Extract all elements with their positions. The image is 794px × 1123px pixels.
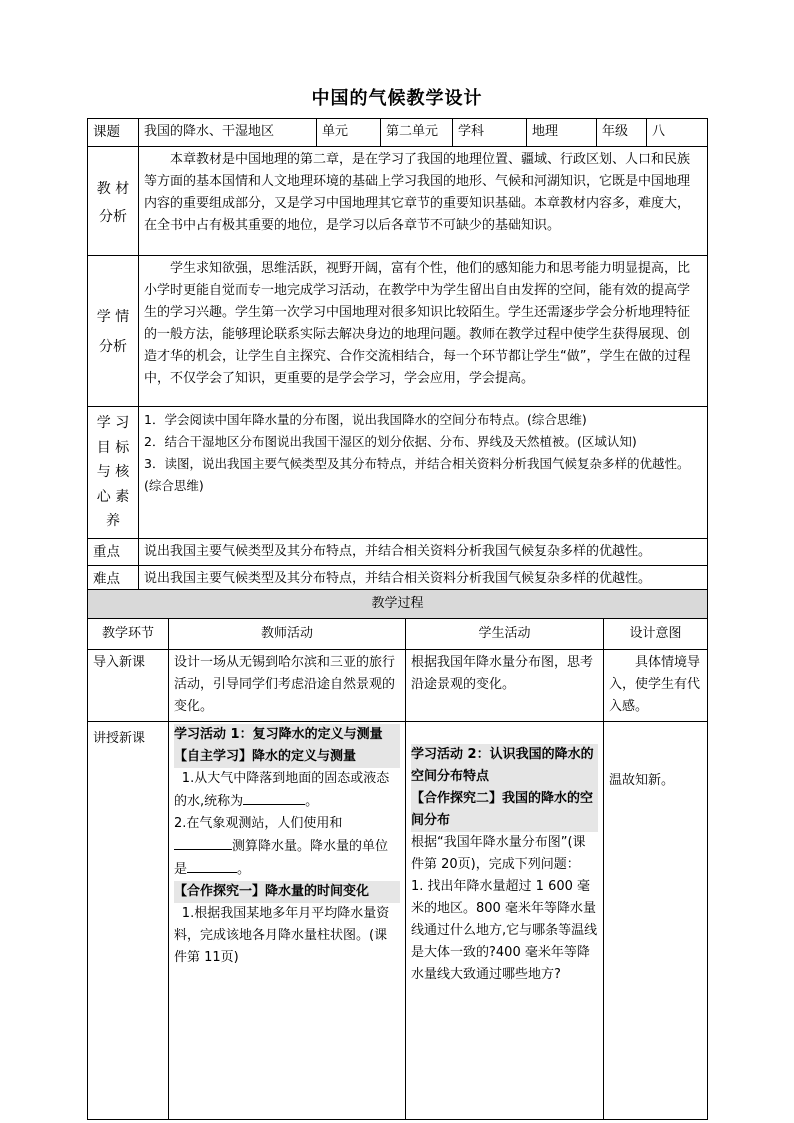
objectives-label: 学 习 目 标 与 核 心 素 养 xyxy=(88,407,139,539)
difficult-point-text: 说出我国主要气候类型及其分布特点，并结合相关资料分析我国气候复杂多样的优越性。 xyxy=(139,565,708,592)
key-point-row xyxy=(88,538,708,565)
teacher-activity-title: 学习活动 1：复习降水的定义与测量 【自主学习】降水的定义与测量 xyxy=(174,724,400,768)
new-stage: 讲授新课 xyxy=(88,722,169,1120)
difficult-point-row xyxy=(88,565,708,592)
process-section-title: 教学过程 xyxy=(88,590,708,619)
student-analysis-text: 学生求知欲强，思维活跃，视野开阔，富有个性，他们的感知能力和思考能力明显提高，比小学时更能自觉而专一地完成学习活动，在教学中为学生留出自由发挥的空间，能有效的提高学生的学习兴趣。学生第一次学习中国地理对很多知识比较陌生。学生还需逐步学会分析地理特征的一般方法，能够理论联系实际去解决身边的地理问题。教师在教学过程中使学生获得展现、创造才华的机会，让学生自主探究、合作交流相结合，每一个环节都让学生“做”，学生在做的过程中，不仅学会了知识，更重要的是学会学习，学会应用，学会提高。 xyxy=(139,256,708,407)
objectives-row xyxy=(88,407,708,539)
difficult-point-label: 难点 xyxy=(88,565,139,592)
process-header-row xyxy=(88,619,708,650)
unit-value: 第二单元 xyxy=(381,119,453,147)
intro-intent: 具体情境导入，使学生有代入感。 xyxy=(604,650,708,722)
key-point-label: 重点 xyxy=(88,538,139,565)
page-title: 中国的气候教学设计 xyxy=(311,88,483,109)
textbook-analysis-text: 本章教材是中国地理的第二章，是在学习了我国的地理位置、疆域、行政区划、人口和民族等方面的基本国情和人文地理环境的基础上学习我国的地形、气候和河湖知识，它既是中国地理内容的重要组成部分，又是学习中国地理其它章节的重要知识基础。本章教材内容多，难度大，在全书中占有极其重要的地位，是学习以后各章节不可缺少的基础知识。 xyxy=(139,147,708,256)
teacher-explore-title: 【合作探究一】降水量的时间变化 xyxy=(174,881,400,903)
teacher-question-1: 1.从大气中降落到地面的固态或液态的水,统称为 。 xyxy=(174,771,390,809)
student-question-1: 1. 找出年降水量超过 1 600 毫米的地区。800 毫米年等降水量线通过什么地方,它与哪条等温线是大体一致的?400 毫米年等降水量线大致通过哪些地方? xyxy=(411,879,598,982)
header-teacher: 教师活动 xyxy=(169,619,406,650)
objective-item: 1．学会阅读中国年降水量的分布图，说出我国降水的空间分布特点。(综合思维) xyxy=(144,412,587,427)
answer-blank[interactable] xyxy=(174,835,232,850)
intro-student: 根据我国年降水量分布图，思考沿途景观的变化。 xyxy=(406,650,604,722)
objectives-list xyxy=(139,407,708,539)
teacher-question-2: 2.在气象观测站，人们使用和测算降水量。降水量的单位是 。 xyxy=(174,816,389,877)
header-stage: 教学环节 xyxy=(88,619,169,650)
unit-label: 单元 xyxy=(317,119,381,147)
student-analysis-label: 学 情 分析 xyxy=(88,256,139,407)
topic-value: 我国的降水、干湿地区 xyxy=(139,119,317,147)
objective-item: 2．结合干湿地区分布图说出我国干湿区的划分依据、分布、界线及天然植被。(区域认知) xyxy=(144,434,637,449)
textbook-analysis-label: 教 材 分析 xyxy=(88,147,139,256)
process-table xyxy=(87,589,708,1120)
topic-label: 课题 xyxy=(88,119,139,147)
subject-value: 地理 xyxy=(527,119,597,147)
intro-teacher: 设计一场从无锡到哈尔滨和三亚的旅行活动，引导同学们考虑沿途自然景观的变化。 xyxy=(169,650,406,722)
info-row xyxy=(88,119,708,147)
grade-label: 年级 xyxy=(597,119,647,147)
student-explore-title: 【合作探究二】我国的降水的空间分布 xyxy=(411,788,598,832)
teacher-explore-text: 1.根据我国某地多年月平均降水量资料，完成该地各月降水量柱状图。(课件第 11页) xyxy=(174,906,390,965)
new-lesson-row xyxy=(88,722,708,1120)
header-student: 学生活动 xyxy=(406,619,604,650)
new-student xyxy=(406,722,604,1120)
subject-label: 学科 xyxy=(453,119,527,147)
header-intent: 设计意图 xyxy=(604,619,708,650)
answer-blank[interactable] xyxy=(243,790,305,805)
textbook-analysis-row xyxy=(88,147,708,256)
student-activity-title: 学习活动 2：认识我国的降水的空间分布特点 xyxy=(411,744,598,788)
new-teacher xyxy=(169,722,406,1120)
process-title-row xyxy=(88,590,708,619)
grade-value: 八 xyxy=(647,119,708,147)
objective-item: 3．读图，说出我国主要气候类型及其分布特点，并结合相关资料分析我国气候复杂多样的优越性。(综合思维) xyxy=(144,456,690,493)
key-point-text: 说出我国主要气候类型及其分布特点，并结合相关资料分析我国气候复杂多样的优越性。 xyxy=(139,538,708,565)
intro-stage: 导入新课 xyxy=(88,650,169,722)
new-intent: 温故知新。 xyxy=(604,722,708,1120)
answer-blank[interactable] xyxy=(187,858,237,873)
student-analysis-row xyxy=(88,256,708,407)
student-text: 根据“我国年降水量分布图”(课件第 20页)，完成下列问题： xyxy=(411,835,586,872)
intro-row xyxy=(88,650,708,722)
overview-table xyxy=(87,118,708,593)
